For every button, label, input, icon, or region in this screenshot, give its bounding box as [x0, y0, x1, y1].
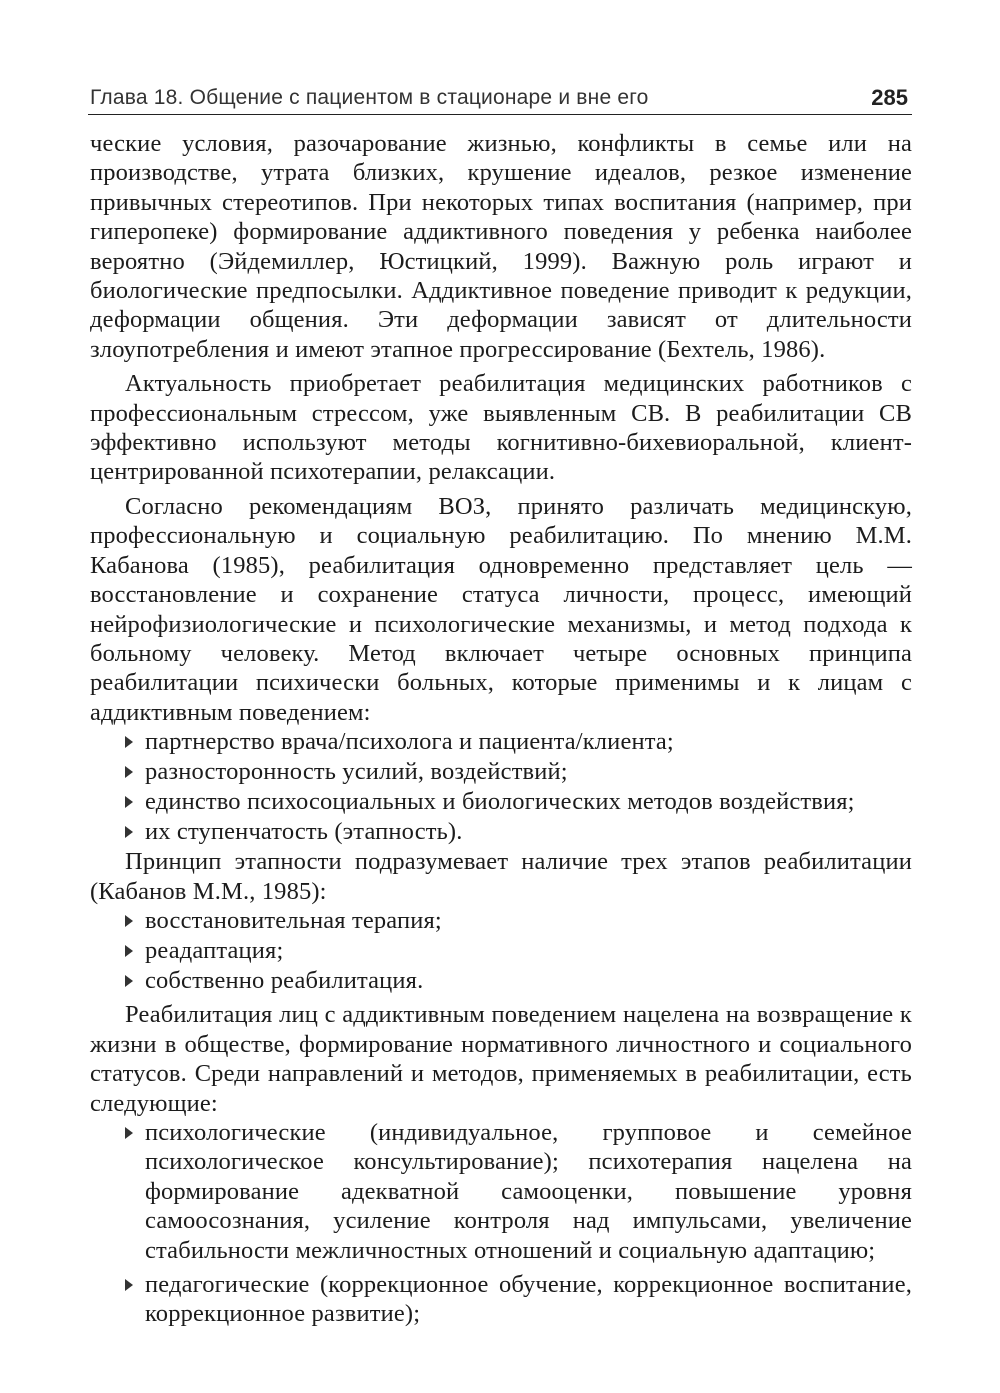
running-header — [88, 80, 912, 115]
bullet-triangle-icon — [125, 945, 133, 957]
list-item: разносторонность усилий, воздействий; — [145, 757, 912, 786]
list-item: партнерство врача/психолога и пациента/клиента; — [145, 727, 912, 756]
stages-list — [90, 906, 912, 995]
page-number: 285 — [871, 85, 908, 110]
bullet-triangle-icon — [125, 766, 133, 778]
principles-list — [90, 727, 912, 846]
page-body — [90, 129, 912, 1334]
paragraph: ческие условия, разочарование жизнью, конфликты в семье или на производстве, утрата близких, крушение идеалов, резкое изменение привычных стереотипов. При некоторых типах воспитания (например, при гиперопеке) формирование аддиктивного поведения у ребенка наиболее вероятно (Эйдемиллер, Юстицкий, 1999). Важную роль играют и биологические предпосылки. Аддиктивное поведение приводит к редукции, деформации общения. Эти деформации зависят от длительности злоупотребления и имеют этапное прогрессирование (Бехтель, 1986). — [90, 130, 912, 363]
list-item: собственно реабилитация. — [145, 966, 912, 995]
bullet-triangle-icon — [125, 1279, 133, 1291]
bullet-triangle-icon — [125, 826, 133, 838]
list-item: единство психосоциальных и биологических методов воздействия; — [145, 787, 912, 816]
bullet-triangle-icon — [125, 796, 133, 808]
list-item: восстановительная терапия; — [145, 906, 912, 935]
list-item: их ступенчатость (этапность). — [145, 817, 912, 846]
methods-list — [90, 1118, 912, 1329]
paragraph: Принцип этапности подразумевает наличие трех этапов реабилитации (Кабанов М.М., 1985): — [90, 848, 912, 905]
paragraph: Реабилитация лиц с аддиктивным поведением нацелена на возвращение к жизни в обществе, формирование нормативного личностного и социального статусов. Среди направлений и методов, применяемых в реабилитации, есть следующие: — [90, 1001, 912, 1117]
chapter-title: Глава 18. Общение с пациентом в стационаре и вне его — [90, 86, 649, 109]
list-item: педагогические (коррекционное обучение, коррекционное воспитание, коррекционное развитие); — [145, 1270, 912, 1329]
bullet-triangle-icon — [125, 915, 133, 927]
bullet-triangle-icon — [125, 1127, 133, 1139]
list-item: реадаптация; — [145, 936, 912, 965]
bullet-triangle-icon — [125, 975, 133, 987]
paragraph: Актуальность приобретает реабилитация медицинских работников с профессиональным стрессом, уже выявленным СВ. В реабилитации СВ эффективно используют методы когнитивно-бихевиоральной, клиент-центрированной психотерапии, релаксации. — [90, 370, 912, 486]
list-item: психологические (индивидуальное, групповое и семейное психологическое консультирование); психотерапия нацелена на формирование адекватной самооценки, повышение уровня самоосознания, усиление контроля над импульсами, увеличение стабильности межличностных отношений и социальную адаптацию; — [145, 1118, 912, 1265]
paragraph: Согласно рекомендациям ВОЗ, принято различать медицинскую, профессиональную и социальную реабилитацию. По мнению М.М. Кабанова (1985), реабилитация одновременно представляет цель — восстановление и сохранение статуса личности, процесс, имеющий нейрофизиологические и психологические механизмы, и метод подхода к больному человеку. Метод включает четыре основных принципа реабилитации психически больных, которые применимы и к лицам с аддиктивным поведением: — [90, 492, 912, 726]
bullet-triangle-icon — [125, 736, 133, 748]
